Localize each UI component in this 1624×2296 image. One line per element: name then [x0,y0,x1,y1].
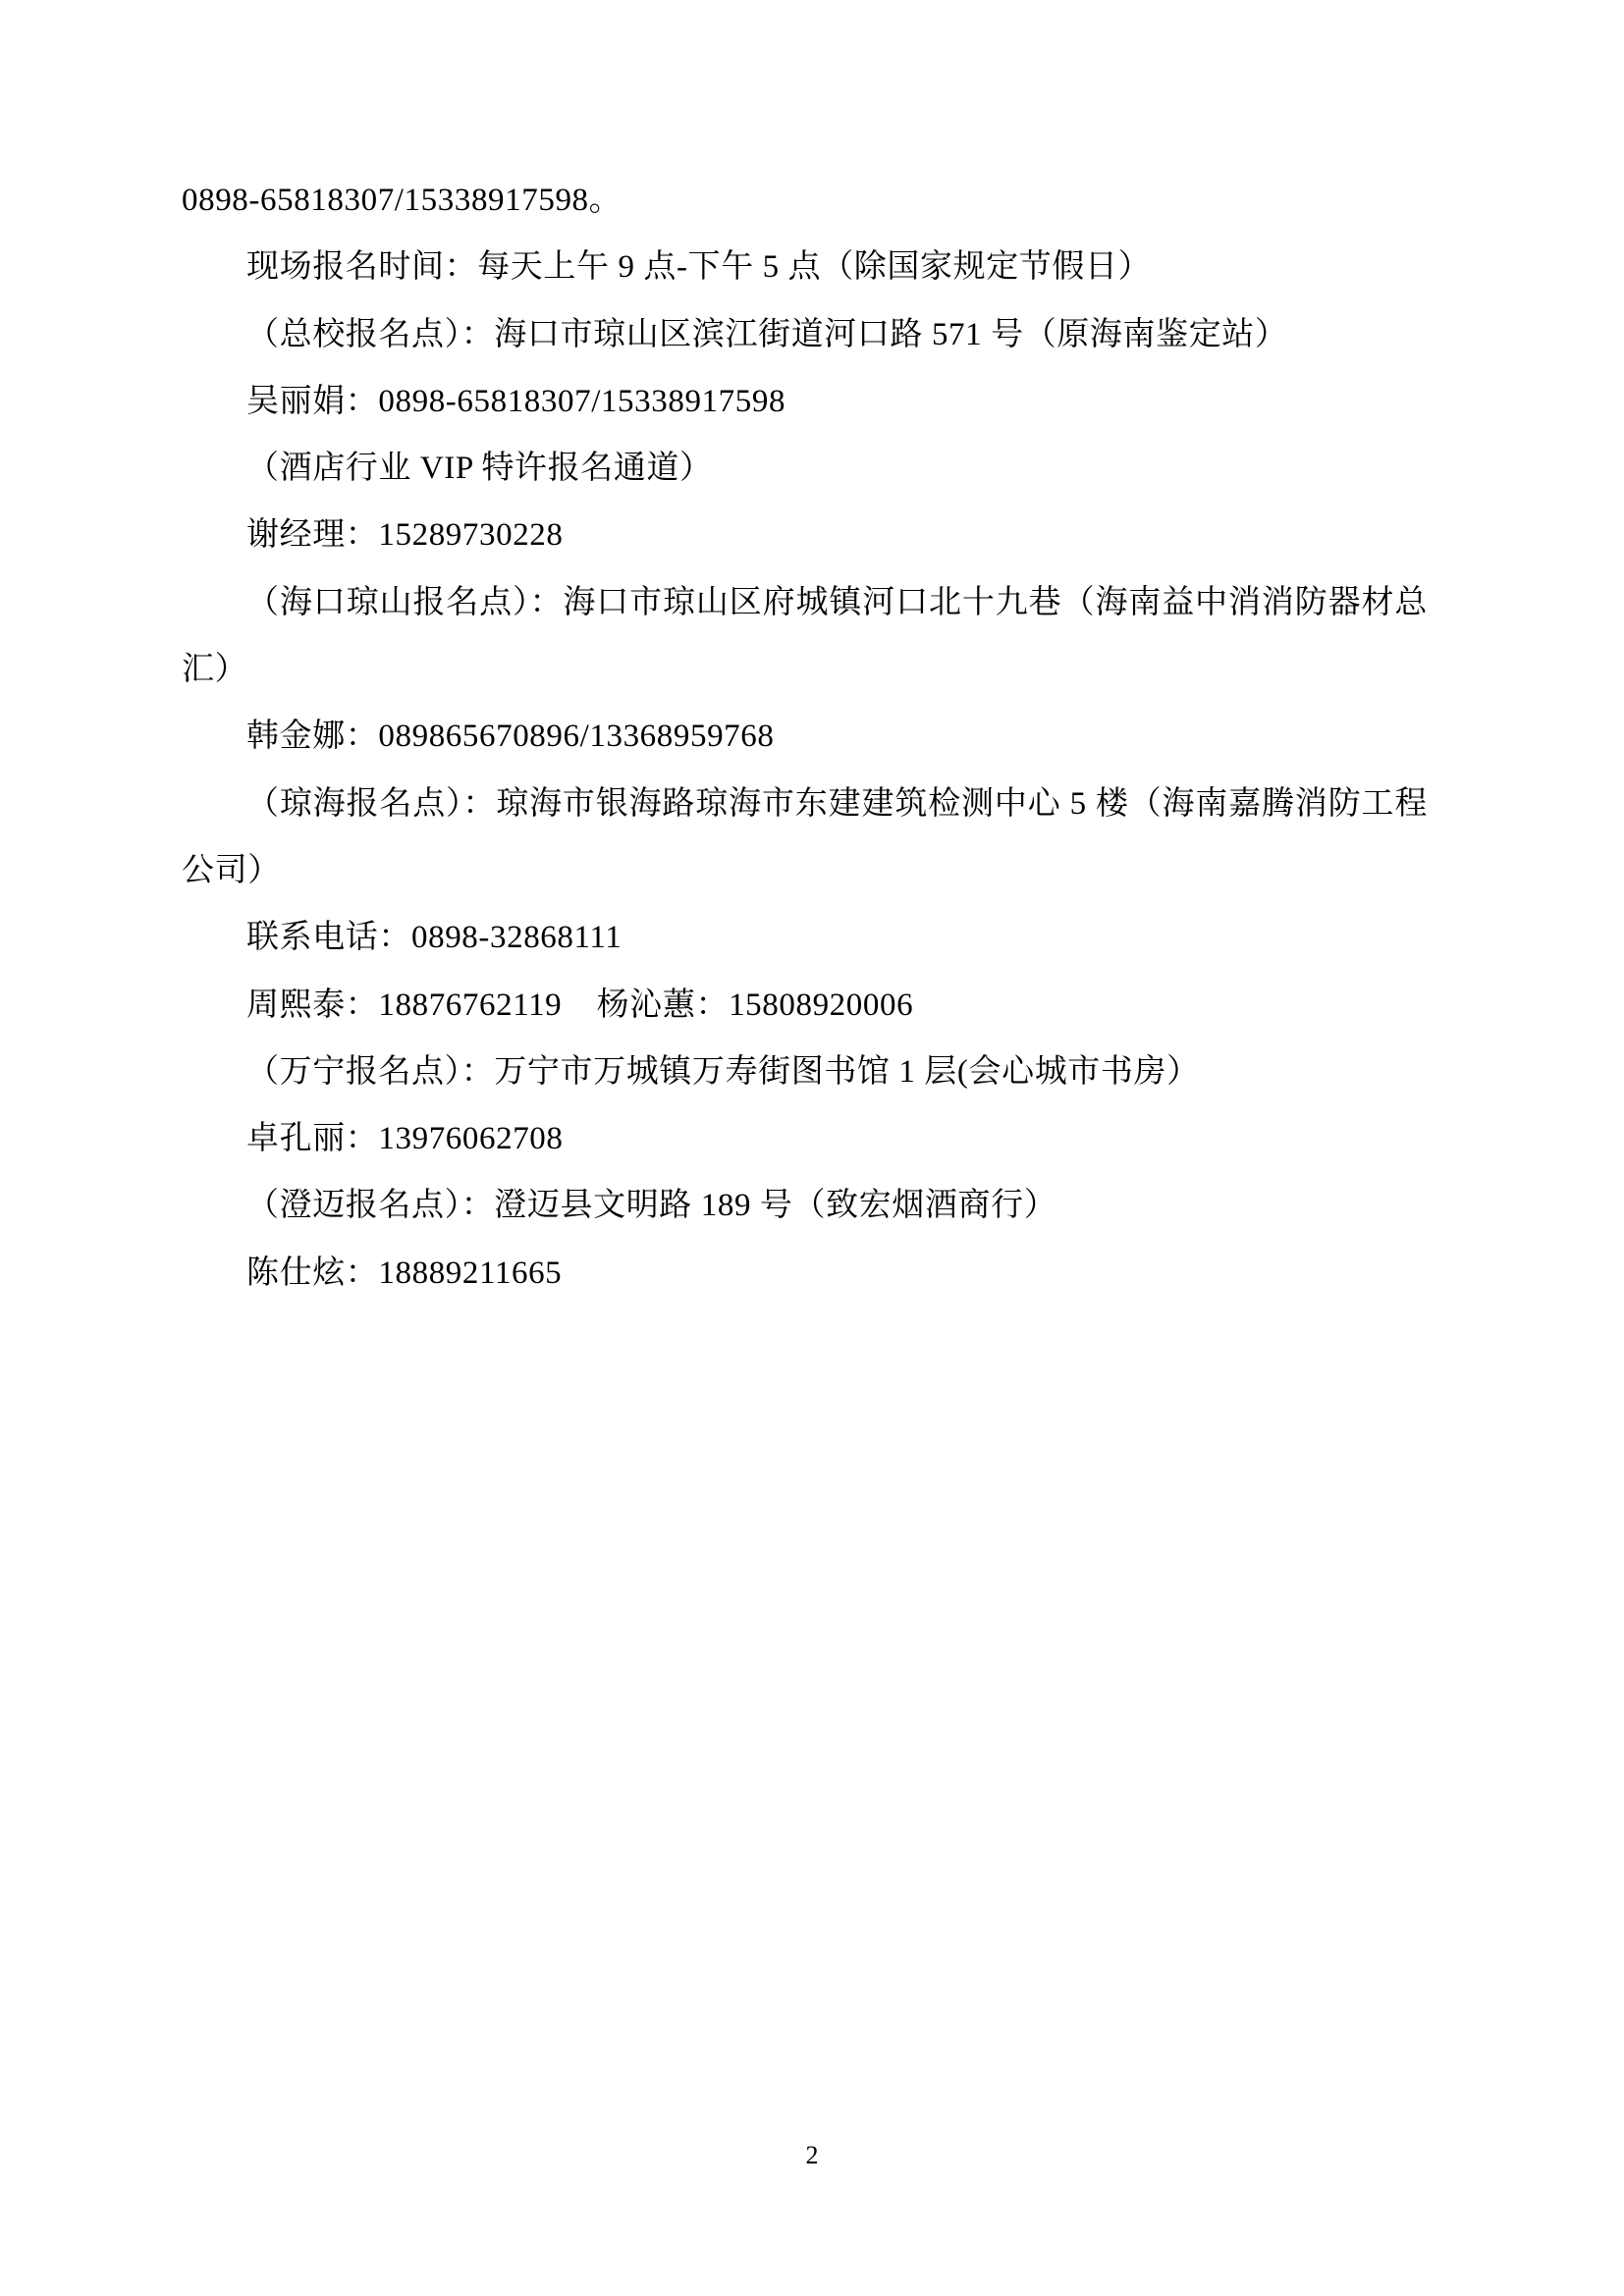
paragraph: 周熙泰：18876762119 杨沁蕙：15808920006 [246,987,914,1023]
document-body [182,167,1428,1307]
page-number: 2 [805,2141,819,2169]
paragraph: 现场报名时间：每天上午 9 点-下午 5 点（除国家规定节假日） [246,249,1152,286]
paragraph: （总校报名点）：海口市琼山区滨江街道河口路 571 号（原海南鉴定站） [246,316,1288,352]
paragraph: 联系电话：0898-32868111 [246,920,623,956]
paragraph: 卓孔丽：13976062708 [246,1121,564,1157]
paragraph: 陈仕炫：18889211665 [246,1255,563,1291]
paragraph: 韩金娜：089865670896/13368959768 [246,719,775,755]
paragraph: 谢经理：15289730228 [246,517,564,554]
paragraph: （酒店行业 VIP 特许报名通道） [246,451,713,487]
paragraph: 吴丽娟：0898-65818307/15338917598 [246,383,786,419]
paragraph: （万宁报名点）：万宁市万城镇万寿街图书馆 1 层(会心城市书房） [246,1053,1200,1090]
paragraph: （澄迈报名点）：澄迈县文明路 189 号（致宏烟酒商行） [246,1188,1057,1224]
paragraph: （琼海报名点）：琼海市银海路琼海市东建建筑检测中心 5 楼（海南嘉腾消防工程公司） [182,785,1428,888]
paragraph: 0898-65818307/15338917598。 [182,183,623,218]
paragraph: （海口琼山报名点）：海口市琼山区府城镇河口北十九巷（海南益中消消防器材总汇） [182,584,1428,688]
